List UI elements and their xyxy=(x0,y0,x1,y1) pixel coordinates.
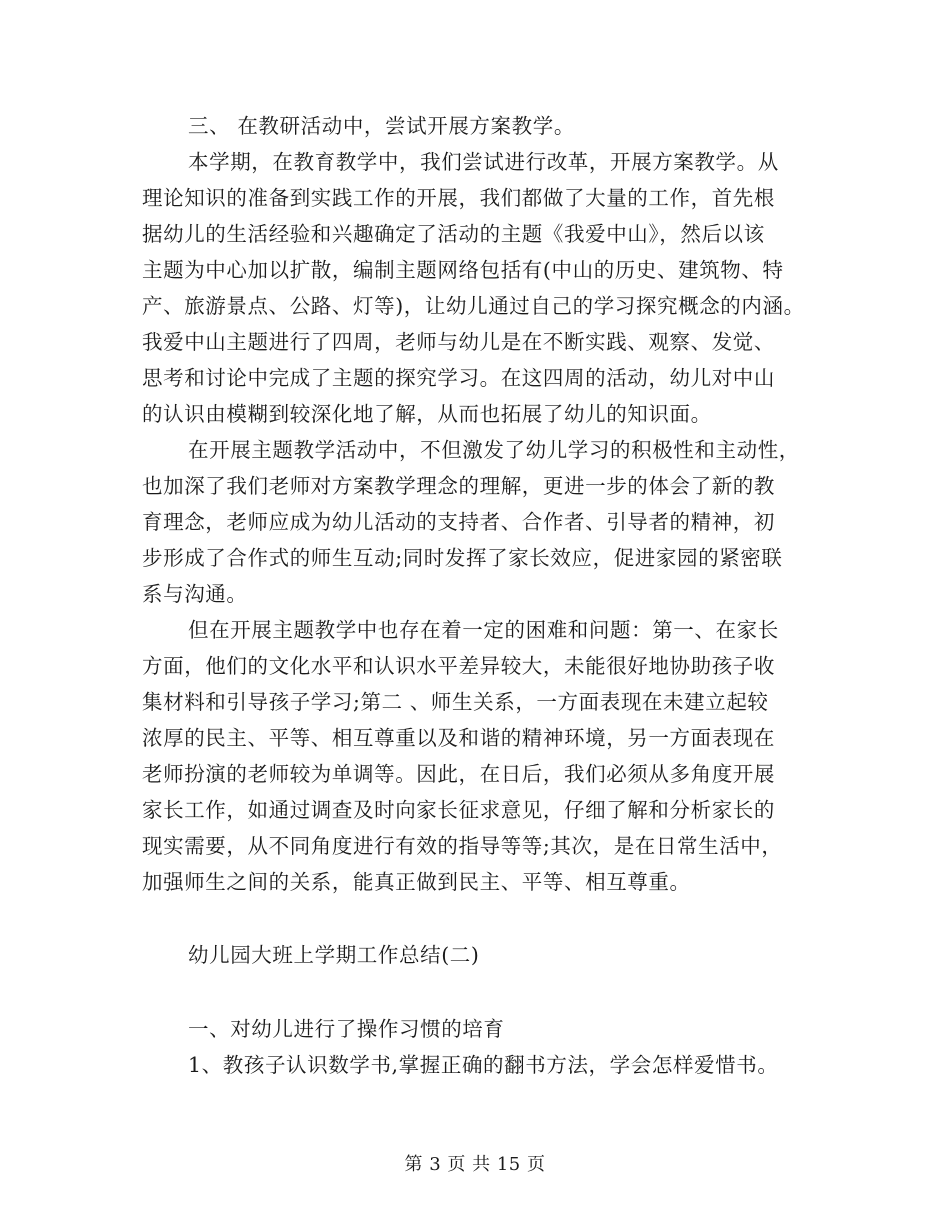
paragraph-line: 据幼儿的生活经验和兴趣确定了活动的主题《我爱中山》，然后以该 xyxy=(142,222,765,246)
section-heading: 三、 在教研活动中，尝试开展方案教学。 xyxy=(188,114,575,138)
paragraph-line: 浓厚的民主、平等、相互尊重以及和谐的精神环境，另一方面表现在 xyxy=(142,726,775,750)
paragraph-line: 现实需要，从不同角度进行有效的指导等等;其次，是在日常生活中， xyxy=(142,834,783,858)
paragraph-line: 本学期，在教育教学中，我们尝试进行改革，开展方案教学。从 xyxy=(188,150,779,174)
paragraph-line: 在开展主题教学活动中，不但激发了幼儿学习的积极性和主动性， xyxy=(188,438,800,462)
paragraph-line: 主题为中心加以扩散，编制主题网络包括有(中山的历史、建筑物、特 xyxy=(142,258,784,282)
paragraph-line: 系与沟通。 xyxy=(142,582,248,606)
subheading: 一、对幼儿进行了操作习惯的培育 xyxy=(188,1017,505,1041)
paragraph-line: 理论知识的准备到实践工作的开展，我们都做了大量的工作，首先根 xyxy=(142,186,775,210)
paragraph-line: 家长工作，如通过调查及时向家长征求意见，仔细了解和分析家长的 xyxy=(142,798,775,822)
paragraph-line: 但在开展主题教学中也存在着一定的困难和问题：第一、在家长 xyxy=(188,618,779,642)
paragraph-line: 的认识由模糊到较深化地了解，从而也拓展了幼儿的知识面。 xyxy=(142,402,712,426)
paragraph-line: 育理念，老师应成为幼儿活动的支持者、合作者、引导者的精神，初 xyxy=(142,510,775,534)
paragraph-line: 加强师生之间的关系，能真正做到民主、平等、相互尊重。 xyxy=(142,870,691,894)
paragraph-line: 方面，他们的文化水平和认识水平差异较大，未能很好地协助孩子收 xyxy=(142,654,775,678)
list-item: 1、教孩子认识数学书,掌握正确的翻书方法，学会怎样爱惜书。 xyxy=(188,1053,779,1077)
paragraph-line: 老师扮演的老师较为单调等。因此，在日后，我们必须从多角度开展 xyxy=(142,762,775,786)
paragraph-line: 产、旅游景点、公路、灯等)，让幼儿通过自己的学习探究概念的内涵。 xyxy=(142,294,805,318)
paragraph-line: 也加深了我们老师对方案教学理念的理解，更进一步的体会了新的教 xyxy=(142,474,775,498)
paragraph-line: 我爱中山主题进行了四周，老师与幼儿是在不断实践、观察、发觉、 xyxy=(142,330,775,354)
paragraph-line: 步形成了合作式的师生互动;同时发挥了家长效应，促进家园的紧密联 xyxy=(142,546,783,570)
paragraph-line: 集材料和引导孩子学习;第二 、师生关系，一方面表现在未建立起较 xyxy=(142,690,769,714)
page-number: 第 3 页 共 15 页 xyxy=(404,1154,546,1175)
document-title: 幼儿园大班上学期工作总结(二) xyxy=(188,943,480,967)
paragraph-line: 思考和讨论中完成了主题的探究学习。在这四周的活动，幼儿对中山 xyxy=(142,366,775,390)
